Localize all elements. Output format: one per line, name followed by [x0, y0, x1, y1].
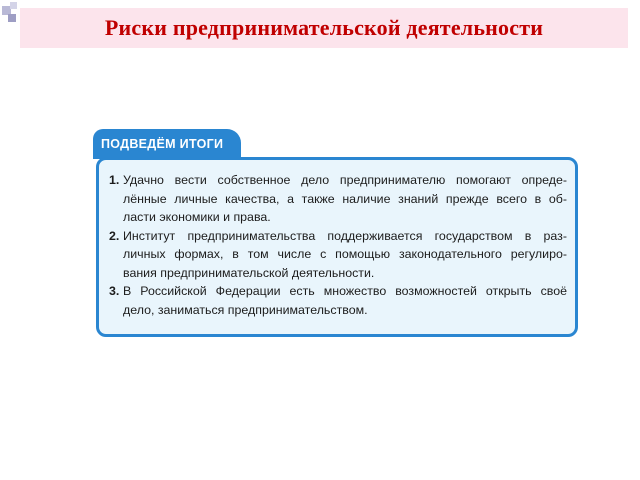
item-line: ласти экономики и права. — [123, 210, 271, 224]
decor-square — [10, 2, 17, 9]
item-text — [123, 171, 567, 227]
item-number: 1. — [109, 173, 120, 187]
decor-square — [8, 14, 16, 22]
summary-heading: ПОДВЕДЁМ ИТОГИ — [101, 137, 224, 151]
item-text — [123, 227, 567, 283]
item-line: лённые личные качества, а также наличие знаний прежде всего в об- — [123, 191, 567, 206]
item-line: личных формах, в том числе с помощью законодательного регулиро- — [123, 247, 567, 261]
summary-item — [109, 171, 567, 227]
slide-title-box — [20, 8, 628, 48]
item-line: Институт предпринимательства поддерживается государством в раз- — [123, 228, 567, 243]
item-text — [123, 282, 567, 319]
slide-title: Риски предпринимательской деятельности — [104, 15, 544, 40]
summary-heading-tab — [93, 129, 241, 159]
item-line: В Российской Федерации есть множество возможностей открыть своё — [123, 284, 567, 298]
item-number: 2. — [109, 228, 120, 243]
summary-box — [96, 157, 578, 337]
item-line: Удачно вести собственное дело предпринимателю помогают опреде- — [123, 173, 567, 187]
summary-item — [109, 282, 567, 319]
item-line: вания предпринимательской деятельности. — [123, 265, 375, 280]
summary-item — [109, 227, 567, 283]
item-number: 3. — [109, 284, 120, 298]
item-line: дело, заниматься предпринимательством. — [123, 302, 368, 317]
